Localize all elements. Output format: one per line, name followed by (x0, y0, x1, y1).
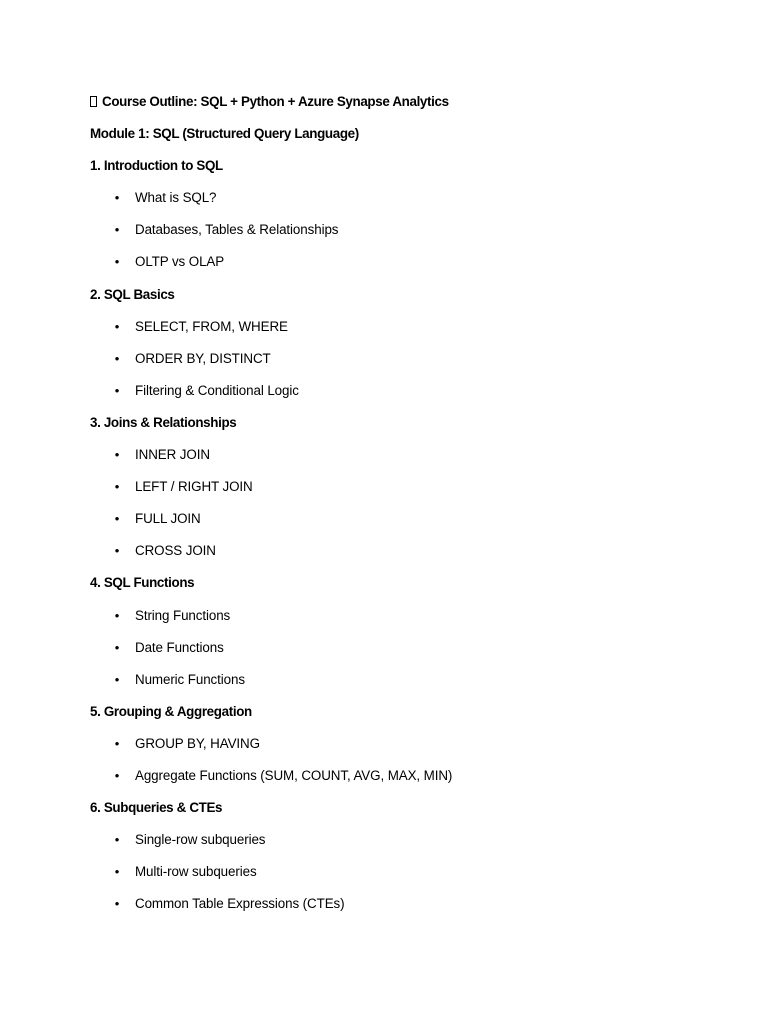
bullet-icon: • (114, 479, 120, 495)
list-item (90, 444, 710, 476)
list-item (90, 540, 710, 572)
list-item (90, 316, 710, 348)
list-item (90, 733, 710, 765)
list-item (90, 348, 710, 380)
missing-glyph-icon (90, 96, 97, 107)
list-item-text: Filtering & Conditional Logic (135, 382, 299, 398)
list-item-text: Multi-row subqueries (135, 864, 257, 880)
list-item (90, 476, 710, 508)
list-item (90, 765, 710, 797)
list-item-text: SELECT, FROM, WHERE (135, 318, 288, 334)
bullet-icon: • (114, 511, 120, 527)
bullet-icon: • (114, 639, 120, 655)
list-item-text: Single-row subqueries (135, 832, 266, 848)
bullet-icon: • (114, 190, 120, 206)
list-item-text: Numeric Functions (135, 671, 245, 687)
bullet-icon: • (114, 832, 120, 848)
bullet-icon: • (114, 382, 120, 398)
list-item (90, 605, 710, 637)
list-item (90, 893, 710, 925)
list-item (90, 829, 710, 861)
list-item (90, 861, 710, 893)
list-item-text: LEFT / RIGHT JOIN (135, 479, 253, 495)
course-title (90, 91, 710, 123)
bullet-icon: • (114, 447, 120, 463)
list-item-text: Common Table Expressions (CTEs) (135, 896, 345, 912)
bullet-icon: • (114, 607, 120, 623)
module-heading: Module 1: SQL (Structured Query Language) (90, 126, 359, 142)
list-item-text: FULL JOIN (135, 511, 201, 527)
section-heading: 1. Introduction to SQL (90, 158, 223, 174)
section-heading: 3. Joins & Relationships (90, 414, 237, 430)
list-item-text: What is SQL? (135, 190, 217, 206)
bullet-icon: • (114, 671, 120, 687)
list-item-text: Date Functions (135, 639, 224, 655)
list-item (90, 669, 710, 701)
list-item (90, 251, 710, 283)
list-item-text: GROUP BY, HAVING (135, 735, 260, 751)
section-heading: 2. SQL Basics (90, 286, 175, 302)
document-page (90, 91, 710, 925)
list-item (90, 637, 710, 669)
list-item-text: CROSS JOIN (135, 543, 216, 559)
list-item-text: INNER JOIN (135, 447, 210, 463)
course-title-text: Course Outline: SQL + Python + Azure Synapse Analytics (102, 94, 449, 109)
bullet-icon: • (114, 767, 120, 783)
bullet-icon: • (114, 254, 120, 270)
list-item-text: String Functions (135, 607, 231, 623)
bullet-icon: • (114, 222, 120, 238)
list-item (90, 187, 710, 219)
section-heading: 5. Grouping & Aggregation (90, 703, 252, 719)
list-item (90, 380, 710, 412)
list-item-text: Databases, Tables & Relationships (135, 222, 339, 238)
bullet-icon: • (114, 735, 120, 751)
list-item-text: ORDER BY, DISTINCT (135, 350, 271, 366)
section-heading: 4. SQL Functions (90, 575, 195, 591)
list-item (90, 508, 710, 540)
list-item-text: Aggregate Functions (SUM, COUNT, AVG, MAX, MIN) (135, 767, 453, 783)
bullet-icon: • (114, 543, 120, 559)
list-item-text: OLTP vs OLAP (135, 254, 225, 270)
list-item (90, 219, 710, 251)
sections-container (90, 155, 710, 925)
bullet-icon: • (114, 318, 120, 334)
bullet-icon: • (114, 350, 120, 366)
section-heading: 6. Subqueries & CTEs (90, 800, 223, 816)
bullet-icon: • (114, 864, 120, 880)
bullet-icon: • (114, 896, 120, 912)
